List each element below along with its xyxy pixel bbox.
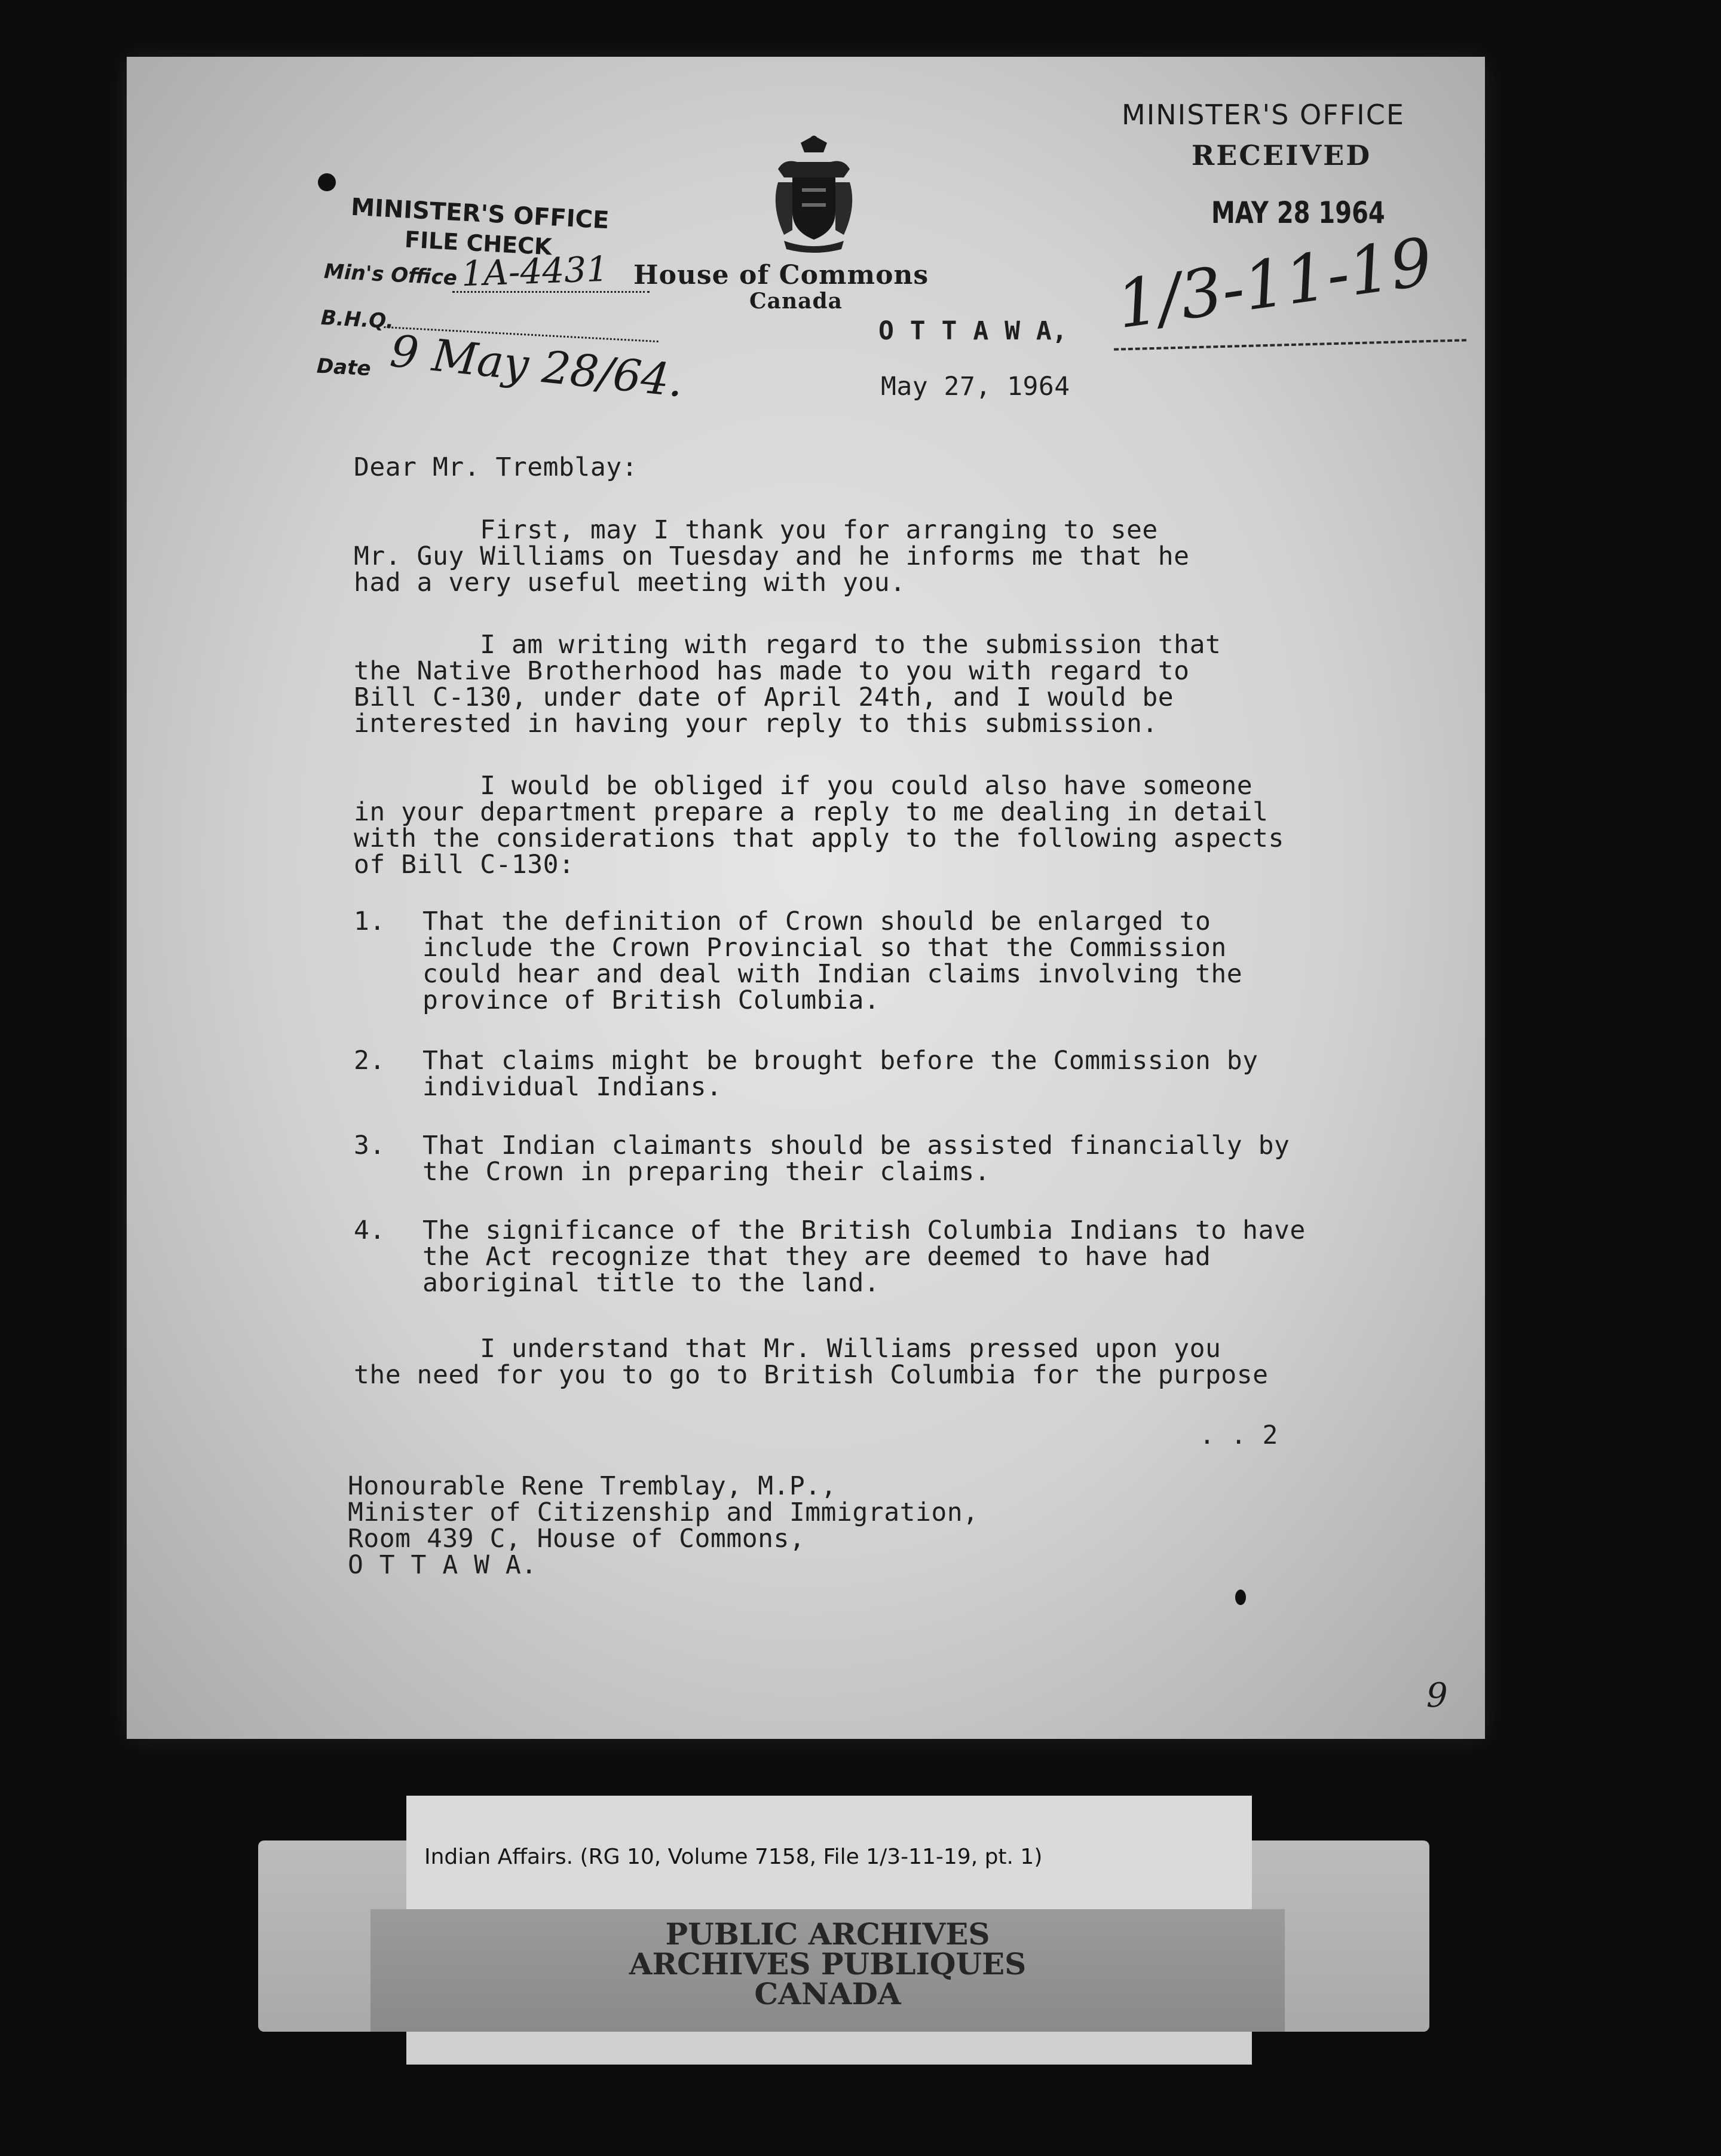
- list-line: aboriginal title to the land.: [422, 1268, 880, 1298]
- received-stamp-label: RECEIVED: [1192, 139, 1372, 172]
- archive-line-3: CANADA: [754, 1976, 901, 2011]
- address-line: Room 439 C, House of Commons,: [348, 1524, 806, 1554]
- paragraph-line: interested in having your reply to this submission.: [354, 709, 1158, 739]
- received-stamp-date: MAY 28 1964: [1211, 195, 1385, 230]
- letter-date: May 27, 1964: [881, 372, 1070, 402]
- list-line: province of British Columbia.: [422, 985, 880, 1015]
- address-line: Minister of Citizenship and Immigration,: [348, 1497, 979, 1527]
- letterhead-country: Canada: [749, 289, 843, 314]
- paragraph-3: [354, 773, 1284, 878]
- paragraph-4: [354, 1336, 1269, 1388]
- paragraph-line: had a very useful meeting with you.: [354, 568, 906, 598]
- paragraph-line: First, may I thank you for arranging to see: [354, 515, 1158, 545]
- list-line: the Crown in preparing their claims.: [422, 1157, 990, 1187]
- archive-line-2: ARCHIVES PUBLIQUES: [629, 1946, 1027, 1982]
- ink-dot: [318, 173, 336, 191]
- address-line: Honourable Rene Tremblay, M.P.,: [348, 1471, 837, 1501]
- list-line: That claims might be brought before the Commission by: [422, 1046, 1258, 1076]
- paragraph-2: [354, 632, 1221, 737]
- archive-line-1: PUBLIC ARCHIVES: [665, 1916, 990, 1952]
- salutation: Dear Mr. Tremblay:: [354, 452, 638, 482]
- list-number: 1.: [354, 906, 385, 936]
- date-handwritten: 9 May 28/64.: [387, 325, 686, 408]
- list-line: could hear and deal with Indian claims involving the: [422, 959, 1243, 989]
- paragraph-line: of Bill C-130:: [354, 850, 575, 880]
- list-line: The significance of the British Columbia Indians to have: [422, 1215, 1306, 1245]
- bhq-label: B.H.Q.: [320, 305, 394, 334]
- letterhead-name: House of Commons: [633, 260, 929, 290]
- paragraph-line: the need for you to go to British Columbia for the purpose: [354, 1360, 1269, 1390]
- archive-bottom-strip: [406, 2032, 1252, 2065]
- address-line: O T T A W A.: [348, 1550, 537, 1580]
- list-number: 3.: [354, 1131, 385, 1160]
- signature-line: [1114, 339, 1466, 350]
- file-check-subtitle: FILE CHECK: [404, 226, 553, 261]
- file-number-handwritten: 1/3-11-19: [1111, 223, 1437, 344]
- mins-office-label: Min's Office: [323, 259, 458, 290]
- list-number: 2.: [354, 1046, 385, 1076]
- list-line: the Act recognize that they are deemed to have had: [422, 1242, 1211, 1272]
- date-label: Date: [316, 354, 372, 381]
- continuation-mark: . . 2: [1199, 1420, 1278, 1450]
- list-line: include the Crown Provincial so that the Commission: [422, 933, 1227, 963]
- paragraph-line: in your department prepare a reply to me dealing in detail: [354, 797, 1269, 827]
- archive-reference: Indian Affairs. (RG 10, Volume 7158, File 1/3-11-19, pt. 1): [424, 1845, 1043, 1869]
- paragraph-line: the Native Brotherhood has made to you with regard to: [354, 656, 1190, 686]
- paragraph-line: Mr. Guy Williams on Tuesday and he informs me that he: [354, 541, 1190, 571]
- mins-office-line: [452, 291, 650, 293]
- archive-stamp-panel: [370, 1909, 1285, 2032]
- letterhead-city: O T T A W A,: [878, 316, 1068, 346]
- document-sheet: [127, 57, 1485, 1739]
- list-line: That the definition of Crown should be enlarged to: [422, 906, 1211, 936]
- received-stamp-title: MINISTER'S OFFICE: [1122, 99, 1405, 131]
- paragraph-line: I would be obliged if you could also have someone: [354, 771, 1253, 801]
- paragraph-line: I am writing with regard to the submission that: [354, 630, 1221, 660]
- list-line: individual Indians.: [422, 1072, 722, 1102]
- recipient-address: [348, 1473, 979, 1578]
- ink-dot: [1235, 1590, 1246, 1605]
- list-number: 4.: [354, 1215, 385, 1245]
- list-line: That Indian claimants should be assisted financially by: [422, 1131, 1290, 1160]
- coat-of-arms-icon: [766, 134, 862, 254]
- paragraph-line: I understand that Mr. Williams pressed upon you: [354, 1334, 1221, 1364]
- file-check-title: MINISTER'S OFFICE: [350, 193, 610, 235]
- page-mark: 9: [1426, 1676, 1448, 1715]
- mins-office-value: 1A-4431: [460, 248, 610, 295]
- archive-reference-label: [406, 1796, 1252, 1909]
- paragraph-line: Bill C-130, under date of April 24th, and I would be: [354, 682, 1174, 712]
- paragraph-1: [354, 517, 1190, 596]
- paragraph-line: with the considerations that apply to the following aspects: [354, 823, 1284, 853]
